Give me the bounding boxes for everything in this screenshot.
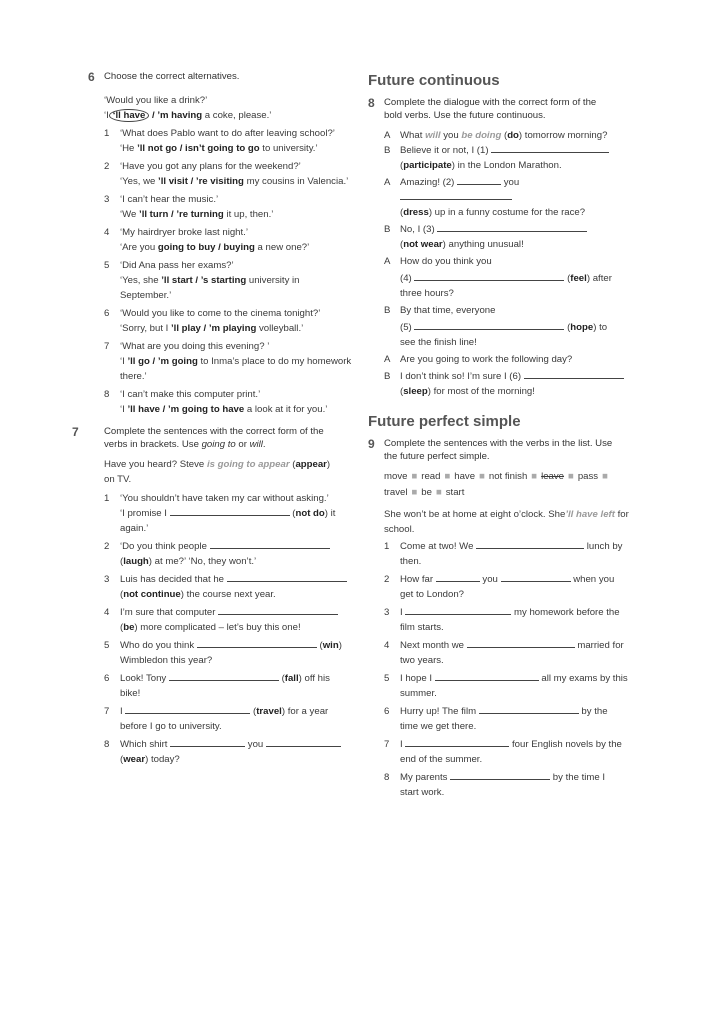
- list-item: 8 My parents by the time I start work.: [384, 772, 606, 798]
- list-item: 4 Next month we married for two years.: [384, 640, 624, 666]
- answer-blank[interactable]: [266, 737, 341, 747]
- answer-blank[interactable]: [197, 638, 317, 648]
- list-item: 6 ‘Would you like to come to the cinema tonight?’ ‘Sorry, but I ’ll play / ’m playing volleyball.’: [104, 308, 321, 334]
- list-item: 5 Who do you think (win) Wimbledon this year?: [104, 640, 342, 666]
- answer-blank[interactable]: [501, 572, 571, 582]
- list-item: 2 ‘Have you got any plans for the weekend?’ ‘Yes, we ’ll visit / ’re visiting my cousins in Valencia.’: [104, 161, 349, 187]
- dialogue-line: B No, I (3) (not wear) anything unusual!: [384, 222, 630, 252]
- dialogue-line: B By that time, everyone (5) (hope) to see the finish line!: [384, 305, 608, 348]
- list-item: 6 Look! Tony (fall) off his bike!: [104, 673, 330, 699]
- list-item: 1 ‘What does Pablo want to do after leaving school?’ ‘He ’ll not go / isn’t going to go to university.’: [104, 128, 335, 154]
- list-item: 4 ‘My hairdryer broke last night.’ ‘Are you going to buy / buying a new one?’: [104, 227, 310, 253]
- list-item: 1 ‘You shouldn’t have taken my car without asking.’ ‘I promise I (not do) it again.’: [104, 493, 336, 534]
- exercise-number: 8: [368, 96, 375, 110]
- list-item: 3 ‘I can’t hear the music.’ ‘We ’ll turn / ’re turning it up, then.’: [104, 194, 274, 220]
- answer-blank[interactable]: [125, 704, 250, 714]
- answer-blank[interactable]: [414, 271, 564, 281]
- exercise-8: [368, 96, 630, 399]
- answer-blank[interactable]: [414, 320, 564, 330]
- circled-answer: ‘ll have: [109, 109, 150, 122]
- exercise-number: 6: [88, 70, 95, 84]
- exercise-instructions: Complete the dialogue with the correct form of the bold verbs. Use the future continuous.: [384, 97, 597, 121]
- answer-blank[interactable]: [450, 770, 550, 780]
- list-item: 3 Luis has decided that he (not continue) the course next year.: [104, 572, 356, 602]
- list-item: 2 How far you when you get to London?: [384, 574, 615, 600]
- list-item: 3 I my homework before the film starts.: [384, 607, 620, 633]
- exercise-9: 9 Complete the sentences with the verbs in the list. Use the future perfect simple. move ■ read ■ have ■ not finish ■ leave ■ pass ■ travel ■ be ■ start She won’t be at home at eight o’clock. She’ll have left for school. 1 Come at two! We lunch by then. 2 How far you when you get to London? 3 I my homework before the film starts. 4 Next month we married for two years. 5 I hope I all my exams by this summer. 6 Hurry up! The film by the time we get there. 7 I four English novels by the end of the summer. 8 My parents by the time I start work.: [368, 437, 629, 798]
- answer-blank[interactable]: [405, 737, 509, 747]
- list-item: 4 I’m sure that computer (be) more complicated – let’s buy this one!: [104, 605, 356, 635]
- list-item: 2 ‘Do you think people (laugh) at me?’ ‘No, they won’t.’: [104, 539, 356, 569]
- section-heading: Future continuous: [368, 72, 500, 89]
- list-item: 8 Which shirt you (wear) today?: [104, 737, 356, 767]
- dialogue-line: A What will you be doing (do) tomorrow morning?: [384, 130, 608, 141]
- dialogue-line: B Believe it or not, I (1) (participate) in the London Marathon.: [384, 143, 630, 173]
- list-item: 8 ‘I can’t make this computer print.’ ‘I ’ll have / ’m going to have a look at it for you.’: [104, 389, 328, 415]
- list-item: 7 I four English novels by the end of the summer.: [384, 739, 622, 765]
- answer-blank[interactable]: [170, 737, 245, 747]
- exercise-instructions: Complete the sentences with the verbs in the list. Use the future perfect simple.: [384, 438, 613, 462]
- answer-blank[interactable]: [405, 605, 511, 615]
- dialogue-line: A How do you think you (4) (feel) after three hours?: [384, 256, 612, 299]
- answer-blank[interactable]: [436, 572, 480, 582]
- dialogue-line: B I don’t think so! I’m sure I (6) (sleep) for most of the morning!: [384, 369, 630, 399]
- exercise-instructions: Choose the correct alternatives.: [104, 71, 240, 82]
- exercise-7: 7 Complete the sentences with the correct form of the verbs in brackets. Use going to or will. Have you heard? Steve is going to appear (appear) on TV. 1 ‘You shouldn’t have taken my car without asking.’ ‘I promise I (not do) it again.’ 2 ‘Do you think people (laugh) at me?’ ‘No, they won’t.’ 3 Luis has decided that he (not continue) the course next year. 4 I’m sure that computer (be) more complicated – let’s buy this one! 5 Who do you think (win) Wimbledon this year? 6 Look! Tony (fall) off his bike! 7 I (travel) for a year before I go to university. 8 Which shirt you (wear) today?: [88, 425, 356, 767]
- section-heading: Future perfect simple: [368, 413, 521, 430]
- example-answer: ’ll have left: [565, 509, 615, 520]
- answer-blank[interactable]: [169, 671, 279, 681]
- answer-blank[interactable]: [437, 222, 587, 232]
- answer-blank[interactable]: [457, 175, 501, 185]
- list-item: 1 Come at two! We lunch by then.: [384, 541, 623, 567]
- left-column: [72, 70, 356, 777]
- dialogue-line: A Amazing! (2) you (dress) up in a funny costume for the race?: [384, 177, 586, 218]
- exercise-number: 7: [72, 425, 79, 439]
- answer-blank[interactable]: [400, 190, 512, 200]
- example-sentence: Have you heard? Steve is going to appear (appear): [104, 459, 331, 470]
- answer-blank[interactable]: [435, 671, 539, 681]
- answer-blank[interactable]: [467, 638, 575, 648]
- intro-question: ‘Would you like a drink?’: [104, 95, 208, 106]
- list-item: 5 ‘Did Ana pass her exams?’ ‘Yes, she ’ll start / ’s starting university in September.’: [104, 260, 300, 301]
- word-box: move ■ read ■ have ■ not finish ■ leave ■ pass ■ travel ■ be ■ start: [384, 471, 608, 498]
- answer-blank[interactable]: [227, 572, 347, 582]
- dialogue-line: A Are you going to work the following day?: [384, 354, 573, 365]
- answer-blank[interactable]: [210, 539, 330, 549]
- list-item: 7 ‘What are you doing this evening? ’ ‘I ’ll go / ’m going to Inma’s place to do my homework there.’: [104, 341, 352, 382]
- answer-blank[interactable]: [479, 704, 579, 714]
- exercise-instructions: Complete the sentences with the correct form of the verbs in brackets. Use going to or will.: [104, 426, 324, 450]
- answer-blank[interactable]: [524, 369, 624, 379]
- example-answer: is going to appear: [206, 459, 290, 470]
- list-item: 7 I (travel) for a year before I go to university.: [104, 706, 329, 732]
- answer-blank[interactable]: [491, 143, 609, 153]
- answer-blank[interactable]: [170, 506, 290, 516]
- answer-blank[interactable]: [218, 605, 338, 615]
- right-column: [368, 72, 630, 810]
- list-item: 5 I hope I all my exams by this summer.: [384, 673, 628, 699]
- intro-answer: ‘I ‘ll have / ’m having a coke, please.’: [104, 110, 272, 121]
- list-item: 6 Hurry up! The film by the time we get there.: [384, 706, 608, 732]
- example-sentence: She won’t be at home at eight o’clock. She’ll have left for: [384, 509, 629, 520]
- exercise-number: 9: [368, 437, 375, 451]
- answer-blank[interactable]: [476, 539, 584, 549]
- exercise-6: [88, 70, 356, 417]
